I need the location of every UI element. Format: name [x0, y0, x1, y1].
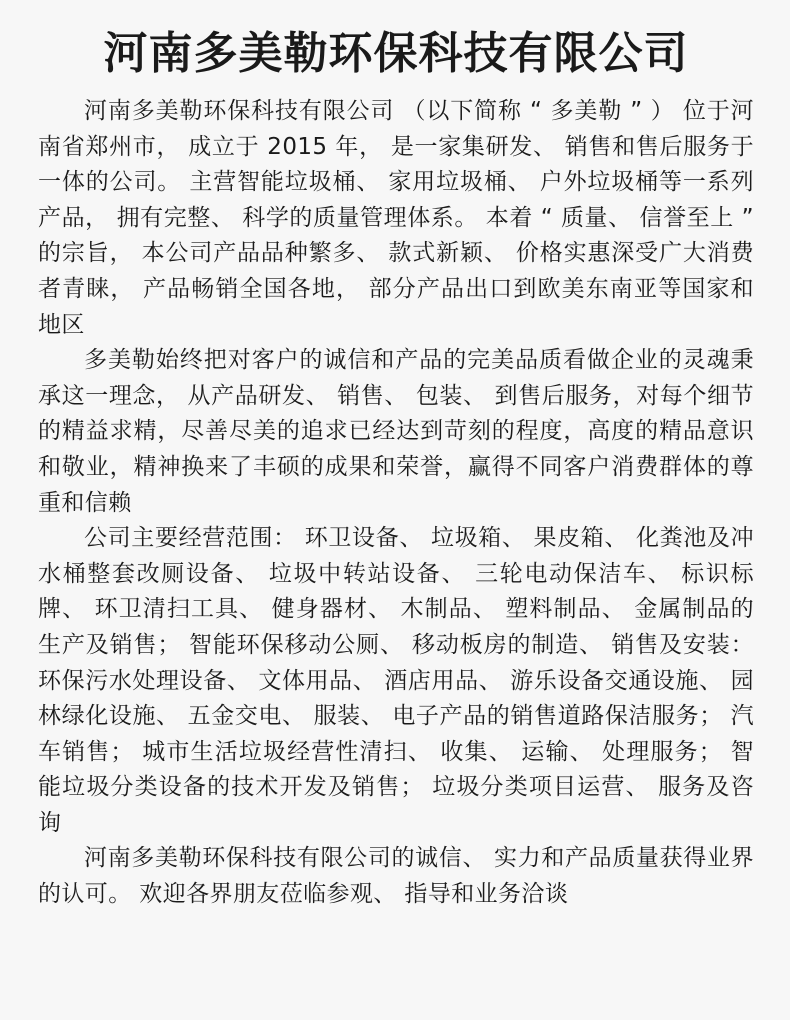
philosophy-paragraph: 多美勒始终把对客户的诚信和产品的完美品质看做企业的灵魂秉承这一理念， 从产品研发、 销售、 包装、 到售后服务，对每个细节的精益求精，尽善尽美的追求已经达到苛刻的程度，高度的精品意识和敬业，精神换来了丰硕的成果和荣誉，赢得不同客户消费群体的尊重和信赖	[38, 347, 754, 516]
company-description	[38, 94, 754, 913]
closing-paragraph: 河南多美勒环保科技有限公司的诚信、 实力和产品质量获得业界的认可。 欢迎各界朋友莅临参观、 指导和业务洽谈	[38, 845, 754, 908]
business-scope-paragraph: 公司主要经营范围： 环卫设备、 垃圾箱、 果皮箱、 化粪池及冲水桶整套改厕设备、 垃圾中转站设备、 三轮电动保洁车、 标识标牌、 环卫清扫工具、 健身器材、 木制品、 塑料制品、 金属制品的生产及销售； 智能环保移动公厕、 移动板房的制造、 销售及安装： 环保污水处理设备、 文体用品、 酒店用品、 游乐设备交通设施、 园林绿化设施、 五金交电、 服装、 电子产品的销售道路保洁服务； 汽车销售； 城市生活垃圾经营性清扫、 收集、 运输、 处理服务； 智能垃圾分类设备的技术开发及销售； 垃圾分类项目运营、 服务及咨询	[38, 525, 754, 836]
intro-paragraph: 河南多美勒环保科技有限公司 （以下简称 “ 多美勒 ” ） 位于河南省郑州市， 成立于 2015 年， 是一家集研发、 销售和售后服务于一体的公司。 主营智能垃圾桶、 家用垃圾桶、 户外垃圾桶等一系列产品， 拥有完整、 科学的质量管理体系。 本着 “ 质量、 信誉至上 ” 的宗旨， 本公司产品品种繁多、 款式新颖、 价格实惠深受广大消费者青睐， 产品畅销全国各地， 部分产品出口到欧美东南亚等国家和地区	[38, 98, 754, 338]
page-title: 河南多美勒环保科技有限公司	[103, 28, 689, 79]
